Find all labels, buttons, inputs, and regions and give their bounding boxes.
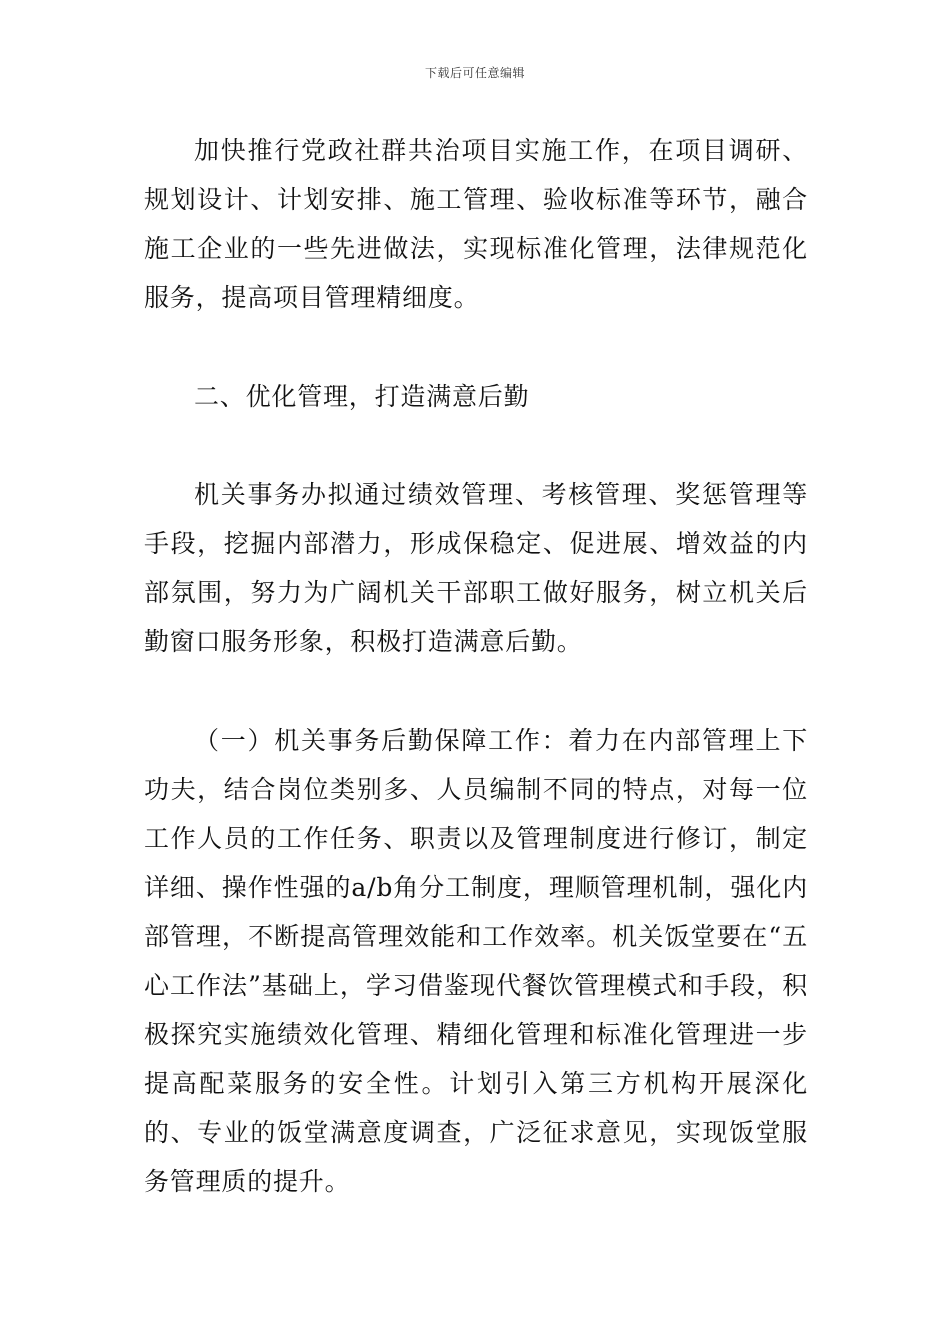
paragraph-project-implementation: 加快推行党政社群共治项目实施工作，在项目调研、规划设计、计划安排、施工管理、验收标准等环节，融合施工企业的一些先进做法，实现标准化管理，法律规范化服务，提高项目管理精细度。 [144,136,808,312]
paragraph-logistics-management: 机关事务办拟通过绩效管理、考核管理、奖惩管理等手段，挖掘内部潜力，形成保稳定、促进展、增效益的内部氛围，努力为广阔机关干部职工做好服务，树立机关后勤窗口服务形象，积极打造满意后勤。 [144,480,808,656]
paragraph-support-work: （一）机关事务后勤保障工作：着力在内部管理上下功夫，结合岗位类别多、人员编制不同的特点，对每一位工作人员的工作任务、职责以及管理制度进行修订，制定详细、操作性强的a/b角分工制度，理顺管理机制，强化内部管理，不断提高管理效能和工作效率。机关饭堂要在“五心工作法”基础上，学习借鉴现代餐饮管理模式和手段，积极探究实施绩效化管理、精细化管理和标准化管理进一步提高配菜服务的安全性。计划引入第三方机构开展深化的、专业的饭堂满意度调查，广泛征求意见，实现饭堂服务管理质的提升。 [144,726,808,1196]
section-heading: 二、优化管理，打造满意后勤 [194,382,530,411]
page-header-note: 下载后可任意编辑 [424,66,525,80]
